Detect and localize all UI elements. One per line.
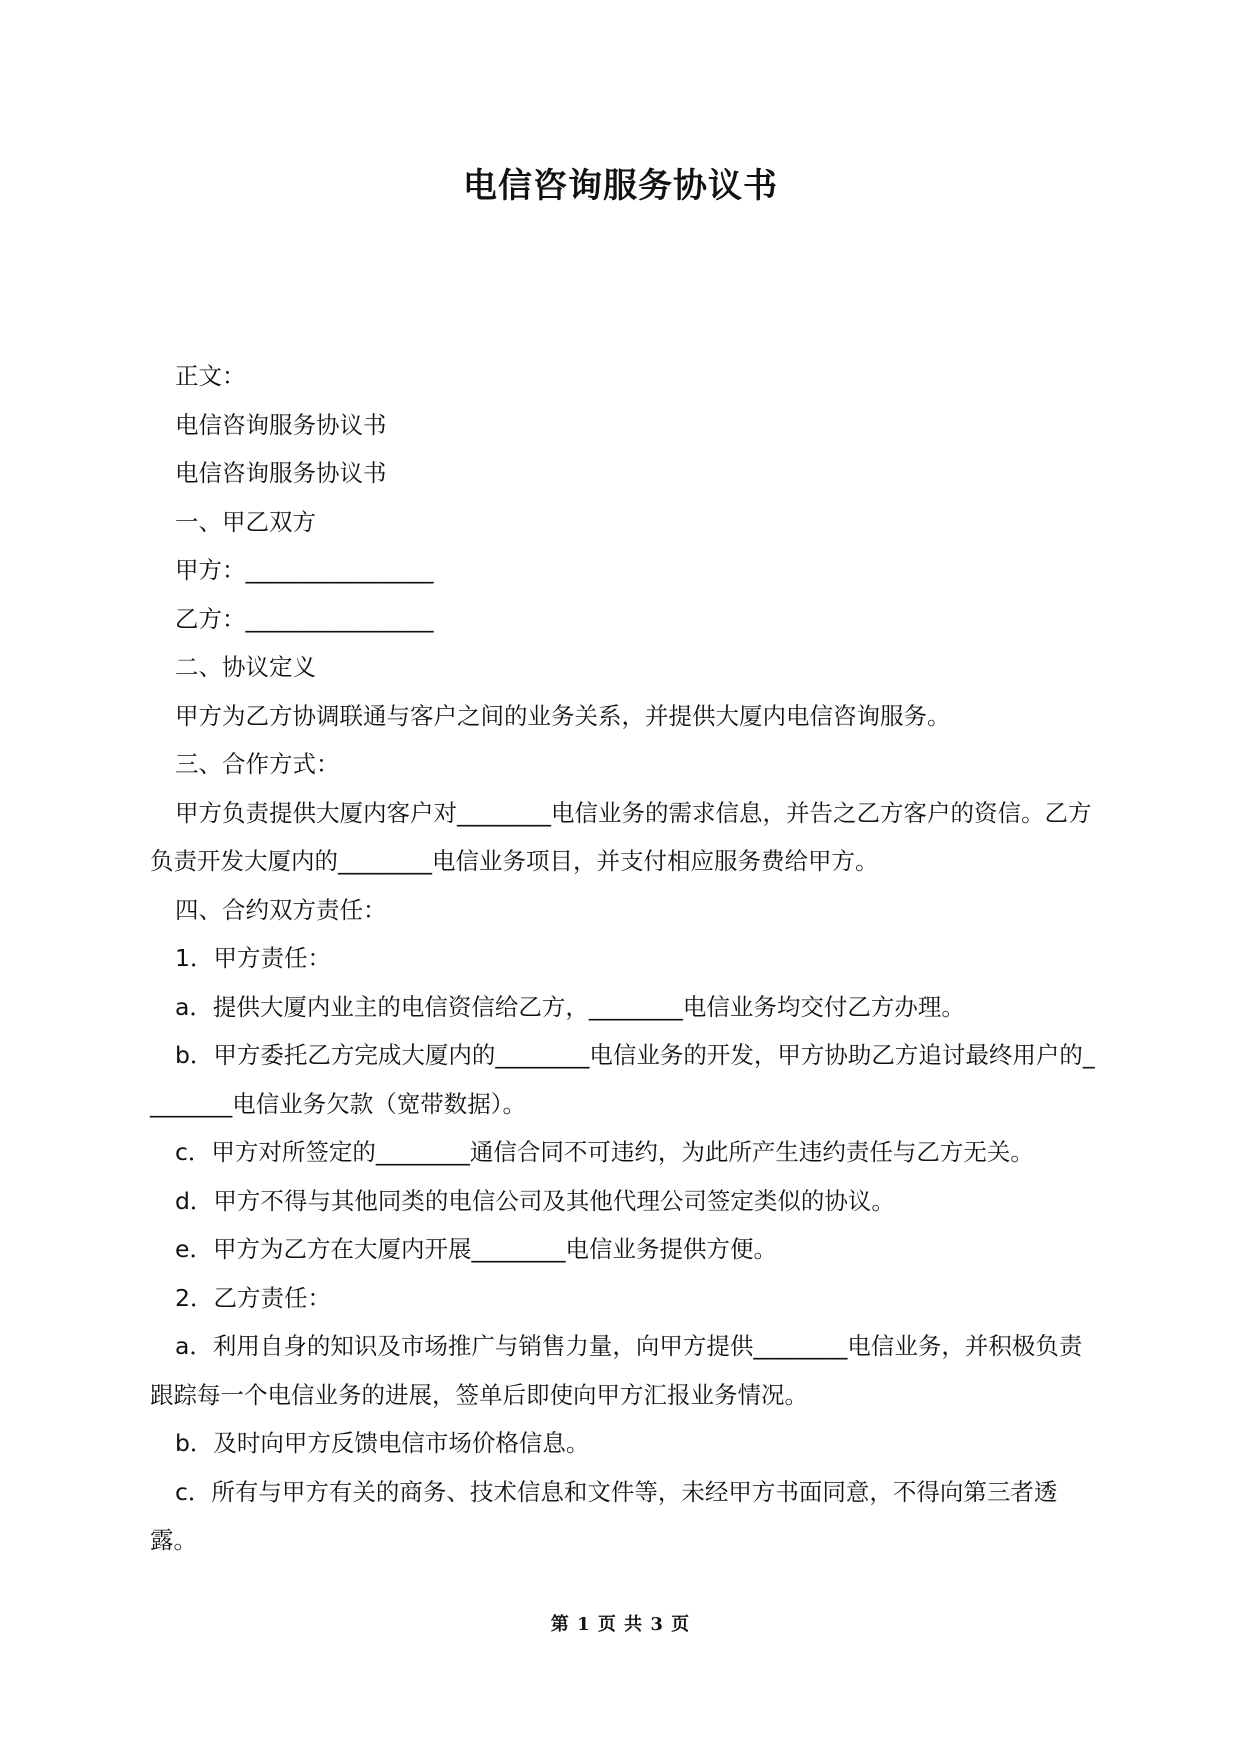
section-heading: 一、甲乙双方 xyxy=(175,507,316,536)
paragraph: 正文： xyxy=(175,362,246,390)
clause: c．甲方对所签定的________通信合同不可违约，为此所产生违约责任与乙方无关。 xyxy=(175,1138,1034,1166)
page-number: 第 1 页 共 3 页 xyxy=(550,1614,691,1635)
section-heading: 二、协议定义 xyxy=(175,653,316,681)
subsection-heading: 2．乙方责任： xyxy=(175,1283,331,1312)
clause: d．甲方不得与其他同类的电信公司及其他代理公司签定类似的协议。 xyxy=(175,1186,895,1215)
document-title: 电信咨询服务协议书 xyxy=(463,166,778,206)
section-heading: 三、合作方式： xyxy=(175,750,340,778)
paragraph: 电信咨询服务协议书 xyxy=(175,410,387,439)
paragraph: 甲方为乙方协调联通与客户之间的业务关系，并提供大厦内电信咨询服务。 xyxy=(175,701,951,730)
clause: b．甲方委托乙方完成大厦内的________电信业务的开发，甲方协助乙方追讨最终用户的________电信业务欠款（宽带数据）。 xyxy=(150,1041,1095,1118)
paragraph: 电信咨询服务协议书 xyxy=(175,459,387,487)
clause: b．及时向甲方反馈电信市场价格信息。 xyxy=(175,1429,590,1457)
section-heading: 四、合约双方责任： xyxy=(175,895,387,924)
party-b-line: 乙方：________________ xyxy=(175,604,434,633)
clause: a．提供大厦内业主的电信资信给乙方，________电信业务均交付乙方办理。 xyxy=(175,992,965,1021)
document-body xyxy=(150,352,1100,1565)
clause: c．所有与甲方有关的商务、技术信息和文件等，未经甲方书面同意，不得向第三者透露。 xyxy=(150,1477,1058,1554)
party-a-line: 甲方：________________ xyxy=(175,556,434,584)
clause: a．利用自身的知识及市场推广与销售力量，向甲方提供________电信业务，并积极负责跟踪每一个电信业务的进展，签单后即使向甲方汇报业务情况。 xyxy=(150,1332,1083,1409)
subsection-heading: 1．甲方责任： xyxy=(175,944,331,972)
paragraph: 甲方负责提供大厦内客户对________电信业务的需求信息，并告之乙方客户的资信。乙方负责开发大厦内的________电信业务项目，并支付相应服务费给甲方。 xyxy=(150,798,1092,875)
clause: e．甲方为乙方在大厦内开展________电信业务提供方便。 xyxy=(175,1235,777,1263)
